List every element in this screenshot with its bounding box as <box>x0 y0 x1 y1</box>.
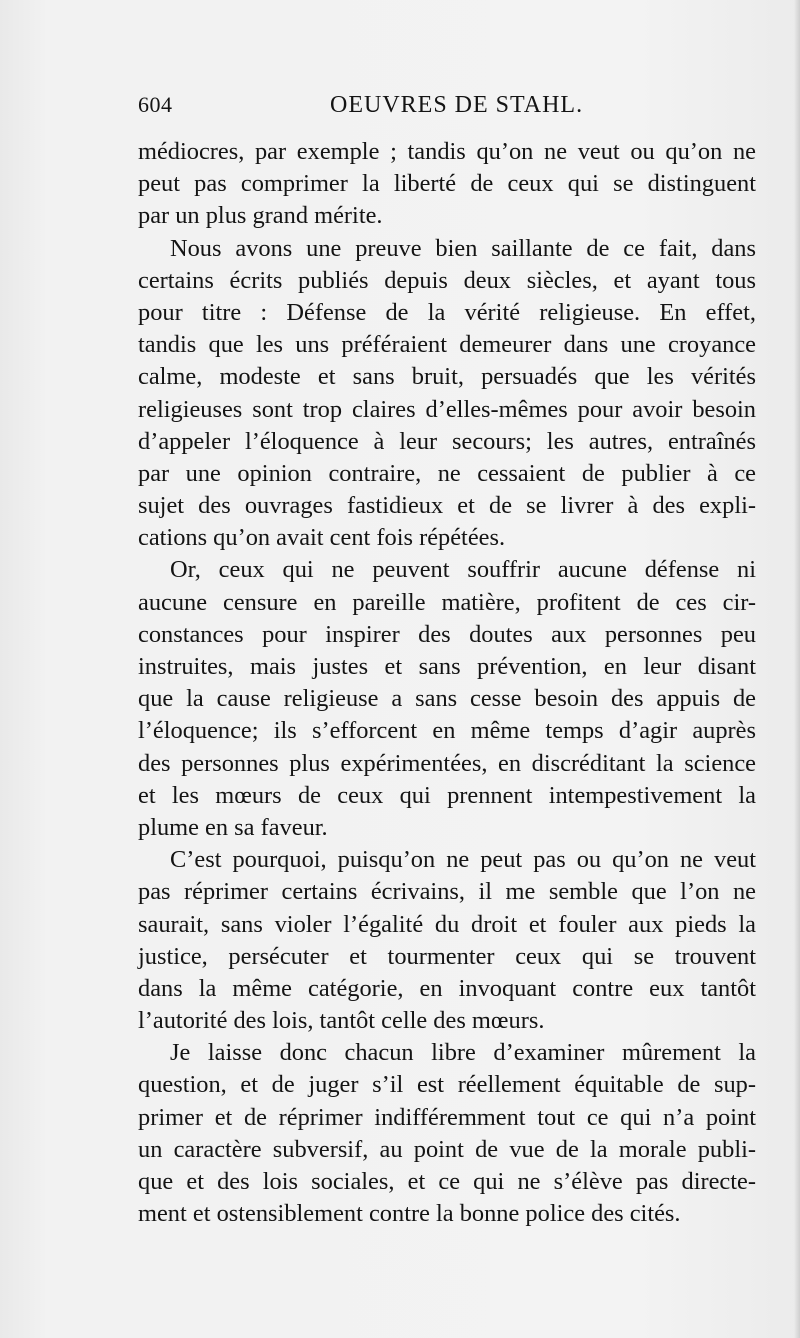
text-line: constances pour inspirer des doutes aux personnes peu <box>138 620 756 648</box>
text-line: médiocres, par exemple ; tandis qu’on ne veut ou qu’on ne <box>138 138 756 165</box>
text-line: saurait, sans violer l’égalité du droit et fouler aux pieds la <box>138 910 756 938</box>
page-header <box>138 92 755 122</box>
text-line: tandis que les uns préféraient demeurer dans une croyance <box>138 331 756 359</box>
text-line: certains écrits publiés depuis deux siècles, et ayant tous <box>138 266 756 294</box>
text-line: des personnes plus expérimentées, en discréditant la science <box>138 749 756 777</box>
text-line: cations qu’on avait cent fois répétées. <box>138 524 506 552</box>
text-line: que et des lois sociales, et ce qui ne s’élève pas directe- <box>138 1168 756 1195</box>
page-edge-shadow <box>794 0 800 1338</box>
text-line: dans la même catégorie, en invoquant contre eux tantôt <box>138 974 756 1002</box>
text-line: plume en sa faveur. <box>138 813 328 841</box>
text-line: l’éloquence; ils s’efforcent en même temps d’agir auprès <box>138 717 756 745</box>
paragraph-start-line: Nous avons une preuve bien saillante de ce fait, dans <box>170 234 756 262</box>
text-line: d’appeler l’éloquence à leur secours; les autres, entraînés <box>138 427 756 455</box>
text-line: peut pas comprimer la liberté de ceux qui se distinguent <box>138 170 756 198</box>
text-line: justice, persécuter et tourmenter ceux qui se trouvent <box>138 942 756 970</box>
text-line: instruites, mais justes et sans prévention, en leur disant <box>138 653 756 680</box>
paragraph-start-line: Je laisse donc chacun libre d’examiner mûrement la <box>170 1039 756 1067</box>
paragraph-start-line: Or, ceux qui ne peuvent souffrir aucune défense ni <box>170 556 756 584</box>
text-line: religieuses sont trop claires d’elles-mêmes pour avoir besoin <box>138 395 756 423</box>
paragraph-start-line: C’est pourquoi, puisqu’on ne peut pas ou qu’on ne veut <box>170 846 756 874</box>
page-number: 604 <box>138 92 173 117</box>
text-line: question, et de juger s’il est réellement équitable de sup- <box>138 1071 756 1099</box>
text-line: et les mœurs de ceux qui prennent intempestivement la <box>138 781 756 809</box>
text-line: sujet des ouvrages fastidieux et de se livrer à des expli- <box>138 492 756 520</box>
text-line: ment et ostensiblement contre la bonne police des cités. <box>138 1200 681 1228</box>
text-line: aucune censure en pareille matière, profitent de ces cir- <box>138 588 756 616</box>
running-title: OEUVRES DE STAHL. <box>330 92 584 118</box>
text-line: un caractère subversif, au point de vue de la morale publi- <box>138 1135 756 1163</box>
text-line: que la cause religieuse a sans cesse besoin des appuis de <box>138 685 756 713</box>
text-line: par un plus grand mérite. <box>138 202 383 230</box>
text-line: primer et de réprimer indifféremment tout ce qui n’a point <box>138 1103 756 1131</box>
text-line: l’autorité des lois, tantôt celle des mœurs. <box>138 1007 545 1035</box>
text-line: par une opinion contraire, ne cessaient de publier à ce <box>138 459 756 487</box>
body-text <box>138 136 756 1230</box>
text-line: pour titre : Défense de la vérité religieuse. En effet, <box>138 298 756 326</box>
text-line: calme, modeste et sans bruit, persuadés que les vérités <box>138 363 756 391</box>
text-line: pas réprimer certains écrivains, il me semble que l’on ne <box>138 878 756 906</box>
